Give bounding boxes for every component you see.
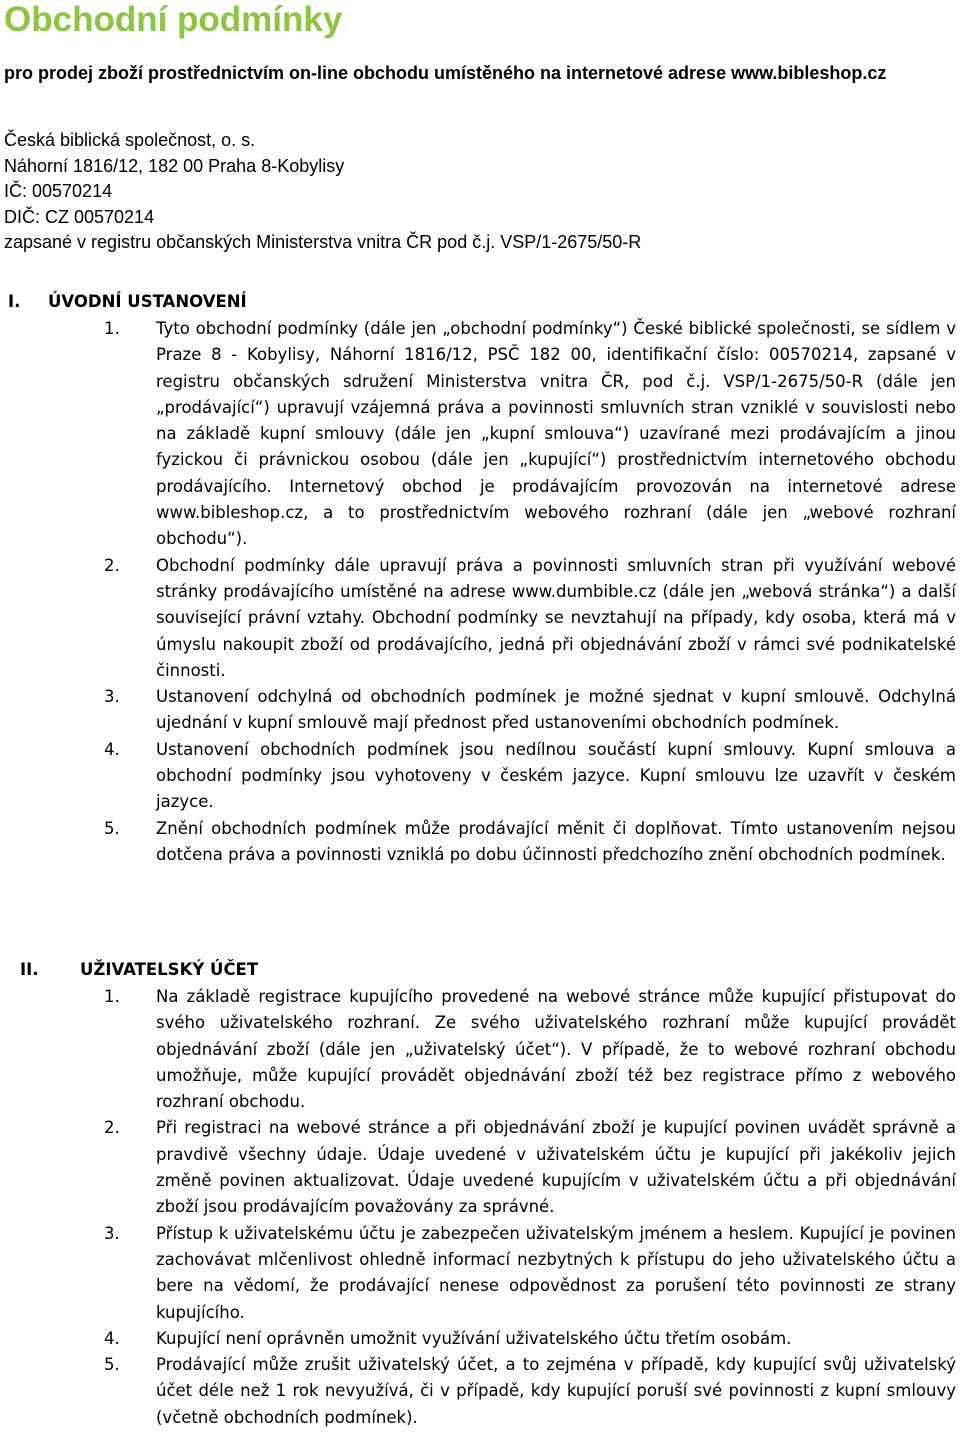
company-ic: IČ: 00570214 xyxy=(4,181,113,202)
item-number: 4. xyxy=(104,739,120,759)
section-2-list xyxy=(96,984,956,1431)
list-item xyxy=(96,1221,956,1326)
item-text: Kupující není oprávněn umožnit využívání uživatelského účtu třetím osobám. xyxy=(156,1328,792,1348)
company-name: Česká biblická společnost, o. s. xyxy=(4,130,256,150)
list-item xyxy=(96,816,956,869)
document-subtitle: pro prodej zboží prostřednictvím on-line obchodu umístěného na internetové adrese www.bibleshop.cz xyxy=(4,63,887,83)
company-info xyxy=(4,128,641,256)
item-number: 5. xyxy=(104,818,120,838)
section-heading-1 xyxy=(8,289,508,315)
item-number: 1. xyxy=(104,987,120,1006)
item-text: Přístup k uživatelskému účtu je zabezpečen uživatelským jménem a heslem. Kupující je povinen zachovávat mlčenlivost ohledně informací nezbytných k přístupu do jeho uživatelského účtu a bere na vědomí, že prodávající nenese odpovědnost za porušení této povinnosti ze strany kupujícího. xyxy=(156,1223,956,1322)
list-item xyxy=(96,684,956,737)
item-number: 3. xyxy=(104,687,120,707)
item-number: 4. xyxy=(104,1328,120,1348)
page-title: Obchodní podmínky xyxy=(4,0,343,39)
item-text: Ustanovení odchylná od obchodních podmínek je možné sjednat v kupní smlouvě. Odchylná ujednání v kupní smlouvě mají přednost před ustanoveními obchodních podmínek. xyxy=(156,687,956,733)
list-item xyxy=(96,316,956,553)
item-text: Ustanovení obchodních podmínek jsou nedílnou součástí kupní smlouvy. Kupní smlouva a obchodní podmínky jsou vyhotoveny v českém jazyce. Kupní smlouvu lze uzavřít v českém jazyce. xyxy=(156,739,956,812)
item-text: Tyto obchodní podmínky (dále jen „obchodní podmínky“) České biblické společnosti, se sídlem v Praze 8 - Kobylisy, Náhorní 1816/12, PSČ 182 00, identifikační číslo: 00570214, zapsané v registru občanských sdružení Ministerstva vnitra ČR, pod č.j. VSP/1-2675/50-R (dále jen „prodávající“) upravují vzájemná práva a povinnosti smluvních stran vzniklé v souvislosti nebo na základě kupní smlouvy (dále jen „kupní smlouva“) uzavírané mezi prodávajícím a jinou fyzickou či právnickou osobou (dále jen „kupující“) prostřednictvím internetového obchodu prodávajícího. Internetový obchod je prodávajícím provozován na internetové adrese www.bibleshop.cz, a to prostřednictvím webového rozhraní (dále jen „webové rozhraní obchodu“). xyxy=(156,319,956,549)
company-registry: zapsané v registru občanských Ministerstva vnitra ČR pod č.j. VSP/1-2675/50-R xyxy=(4,232,642,253)
item-text: Při registraci na webové stránce a při objednávání zboží je kupující povinen uvádět správně a pravdivě všechny údaje. Údaje uvedené v uživatelském účtu je kupující při jakékoliv jejich změně povinen aktualizovat. Údaje uvedené kupujícím v uživatelském účtu a při objednávání zboží jsou prodávajícím považovány za správné. xyxy=(156,1118,956,1217)
section-1-list xyxy=(96,316,956,868)
item-number: 5. xyxy=(104,1355,120,1375)
list-item xyxy=(96,1115,956,1220)
item-number: 3. xyxy=(104,1223,120,1243)
item-number: 2. xyxy=(104,1118,120,1138)
item-text: Znění obchodních podmínek může prodávající měnit či doplňovat. Tímto ustanovením nejsou dotčena práva a povinnosti vzniklá po dobu účinnosti předchozího znění obchodních podmínek. xyxy=(156,818,956,864)
list-item xyxy=(96,1326,956,1352)
company-address: Náhorní 1816/12, 182 00 Praha 8-Kobylisy xyxy=(4,155,345,176)
company-dic: DIČ: CZ 00570214 xyxy=(4,206,155,227)
list-item xyxy=(96,1352,956,1431)
item-number: 1. xyxy=(104,319,120,338)
list-item xyxy=(96,553,956,684)
section-numeral: II. xyxy=(20,960,39,979)
list-item xyxy=(96,737,956,816)
section-numeral: I. xyxy=(8,292,21,311)
section-title: ÚVODNÍ USTANOVENÍ xyxy=(48,292,247,311)
item-text: Na základě registrace kupujícího provedené na webové stránce může kupující přistupovat do svého uživatelského rozhraní. Ze svého uživatelského rozhraní může kupující provádět objednávání zboží (dále jen „uživatelský účet“). V případě, že to webové rozhraní obchodu umožňuje, může kupující provádět objednávání zboží též bez registrace přímo z webového rozhraní obchodu. xyxy=(156,987,956,1112)
section-heading-2 xyxy=(8,957,508,983)
list-item xyxy=(96,984,956,1115)
item-text: Prodávající může zrušit uživatelský účet, a to zejména v případě, kdy kupující svůj uživatelský účet déle než 1 rok nevyužívá, či v případě, kdy kupující poruší své povinnosti z kupní smlouvy (včetně obchodních podmínek). xyxy=(156,1355,956,1427)
section-title: UŽIVATELSKÝ ÚČET xyxy=(80,960,259,979)
item-text: Obchodní podmínky dále upravují práva a povinnosti smluvních stran při využívání webové stránky prodávajícího umístěné na adrese www.dumbible.cz (dále jen „webová stránka“) a další související právní vztahy. Obchodní podmínky se nevztahují na případy, kdy osoba, která má v úmyslu nakoupit zboží od prodávajícího, jedná při objednávání zboží v rámci své podnikatelské činnosti. xyxy=(156,555,956,680)
item-number: 2. xyxy=(104,555,120,575)
